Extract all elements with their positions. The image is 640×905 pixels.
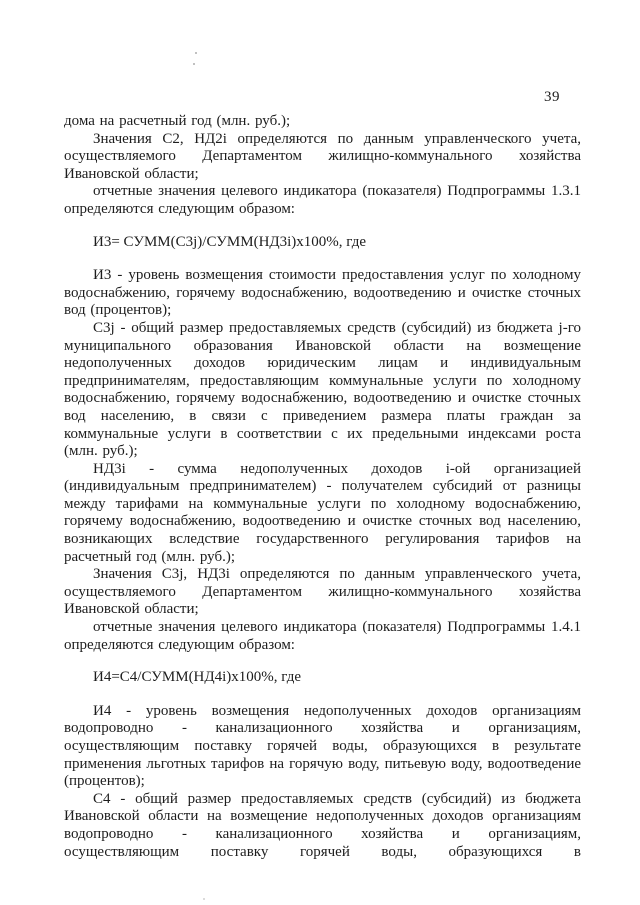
paragraph-values-c3j: Значения С3j, НД3i определяются по данным управленческого учета, осуществляемого Департаментом жилищно-коммунального хозяйства Ивановской области; — [64, 566, 581, 618]
document-body — [64, 113, 581, 861]
paragraph-indicator-141: отчетные значения целевого индикатора (показателя) Подпрограммы 1.4.1 определяются следующим образом: — [64, 619, 581, 653]
paragraph-c3j-definition: С3j - общий размер предоставляемых средств (субсидий) из бюджета j-го муниципального образования Ивановской области на возмещение недополученных доходов юридическим лицам и индивидуальным предпринимателям, предоставляющим коммунальные услуги по холодному водоснабжению, горячему водоснабжению, водоотведению и очистке сточных вод населению, в связи с приведением размера платы граждан за коммунальные услуги в соответствии с их предельными индексами роста (млн. руб.); — [64, 319, 581, 460]
paragraph-i4-definition: И4 - уровень возмещения недополученных доходов организациям водопроводно - канализационного хозяйства и организациям, осуществляющим поставку горячей воды, образующихся в результате применения льготных тарифов на горячую воду, питьевую воду, водоотведение (процентов); — [64, 702, 581, 790]
paragraph-continuation: дома на расчетный год (млн. руб.); — [64, 113, 291, 129]
formula-i4: И4=С4/СУММ(НД4i)х100%, где — [93, 669, 301, 686]
paragraph-nd3i-definition: НД3i - сумма недополученных доходов i-ой организацией (индивидуальным предпринимателем) - получателем субсидий от разницы между тарифами на коммунальные услуги по холодному водоснабжению, горячему водоснабжению, водоотведению и очистке сточных вод населению, возникающих вследствие государственного регулирования тарифов на расчетный год (млн. руб.); — [64, 460, 581, 565]
paragraph-values-c2: Значения С2, НД2i определяются по данным управленческого учета, осуществляемого Департаментом жилищно-коммунального хозяйства Ивановской области; — [64, 130, 581, 182]
paragraph-i3-definition: И3 - уровень возмещения стоимости предоставления услуг по холодному водоснабжению, горячему водоснабжению, водоотведению и очистке сточных вод (процентов); — [64, 267, 581, 319]
paragraph-c4-definition: С4 - общий размер предоставляемых средств (субсидий) из бюджета Ивановской области на возмещение недополученных доходов организациям водопроводно - канализационного хозяйства и организациям, осуществляющим поставку горячей воды, образующихся в — [64, 790, 581, 860]
scan-artifact-dot — [193, 63, 195, 65]
scan-artifact-dot — [203, 898, 205, 900]
scan-artifact-dot — [195, 52, 197, 54]
paragraph-indicator-131: отчетные значения целевого индикатора (показателя) Подпрограммы 1.3.1 определяются следующим образом: — [64, 183, 581, 217]
page-number: 39 — [544, 89, 560, 105]
formula-i3: И3= СУММ(С3j)/СУММ(НД3i)х100%, где — [93, 233, 366, 250]
